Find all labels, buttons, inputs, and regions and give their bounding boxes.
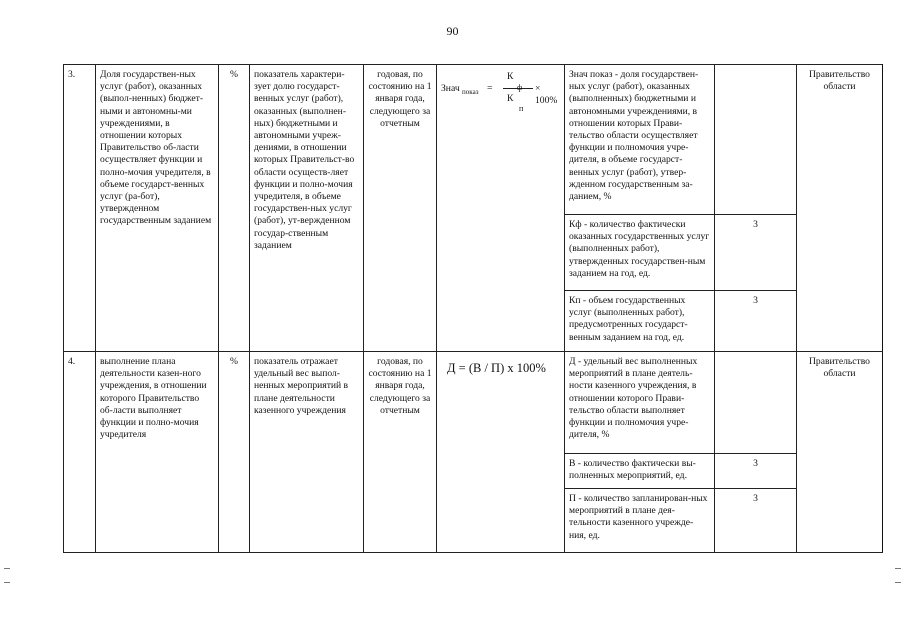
formula-left: Знач $_{показ}$ xyxy=(441,83,479,96)
component-value xyxy=(715,65,797,215)
formula-denominator: К xyxy=(507,93,514,104)
unit-cell: % xyxy=(219,352,250,553)
responsible-body: Правительство области xyxy=(797,352,883,553)
periodicity-cell: годовая, по состоянию на 1 января года, следующего за отчетным xyxy=(364,65,437,352)
component-description: П - количество запланирован-ных мероприятий в плане дея-тельности казенного учрежде-ния, ед. xyxy=(565,489,715,553)
formula: Д = (В / П) х 100% xyxy=(447,361,546,375)
indicator-name: выполнение плана деятельности казен-ного учреждения, в отношении которого Правительство об-ласти выполняет функции и полно-мочия учредителя xyxy=(96,352,219,553)
indicator-description: показатель отражает удельный вес выпол-ненных мероприятий в плане деятельности казенного учреждения xyxy=(250,352,364,553)
table-row xyxy=(64,352,883,454)
periodicity-cell: годовая, по состоянию на 1 января года, следующего за отчетным xyxy=(364,352,437,553)
component-value: 3 xyxy=(715,489,797,553)
component-description: Кп - объем государственных услуг (выполненных работ), предусмотренных государст-венным заданием на год, ед. xyxy=(565,291,715,352)
scan-mark xyxy=(4,568,10,569)
unit-cell: % xyxy=(219,65,250,352)
component-description: Знач показ - доля государствен-ных услуг (работ), оказанных (выполненных) бюджетными и автономными учреждениями, в отношении которых Прави-тельство области осуществляет функции и полномочия учре-дителя, в объеме государст-венных услуг (работ), утвер-жденном государственным за-данием, % xyxy=(565,65,715,215)
formula-denominator-sub: п xyxy=(519,104,524,113)
component-value: 3 xyxy=(715,215,797,291)
formula-cell xyxy=(437,352,565,553)
responsible-body: Правительство области xyxy=(797,65,883,352)
scan-mark xyxy=(4,582,10,583)
indicator-name: Доля государствен-ных услуг (работ), оказанных (выпол-ненных) бюджет-ными и автономны-ми учреждениями, в отношении которых Правительство об-ласти осуществляет функции и полно-мочия учредителя, в объеме государст-венных услуг (ра-бот), утвержденном государственным заданием xyxy=(96,65,219,352)
scan-mark xyxy=(895,582,901,583)
component-description: В - количество фактически вы-полненных мероприятий, ед. xyxy=(565,454,715,489)
row-number: 3. xyxy=(64,65,96,352)
row-number: 4. xyxy=(64,352,96,553)
formula-numerator: К xyxy=(507,71,514,82)
indicator-description: показатель характери-зует долю государст-венных услуг (работ), оказанных (выполнен-ных) бюджетными и автономными учреж-дениями, в отношении которых Правительст-во области осуществ-ляет функции и полно-мочия учредителя, в объеме государствен-ных услуг (работ), ут-вержденном государ-ственным заданием xyxy=(250,65,364,352)
component-description: Кф - количество фактически оказанных государственных услуг (выполненных работ), утвержденных государствен-ным заданием на год, ед. xyxy=(565,215,715,291)
formula-equals: = xyxy=(487,83,493,94)
component-value xyxy=(715,352,797,454)
formula-cell xyxy=(437,65,565,352)
formula-numerator-sub: ф xyxy=(517,83,523,92)
formula-multiplier: × 100% xyxy=(535,83,558,107)
table-row xyxy=(64,65,883,215)
scan-mark xyxy=(895,568,901,569)
component-value: 3 xyxy=(715,291,797,352)
indicator-table xyxy=(63,64,883,553)
formula xyxy=(441,71,561,111)
page-number: 90 xyxy=(446,24,459,38)
component-description: Д - удельный вес выполненных мероприятий в плане деятель-ности казенного учреждения, в отношении которого Прави-тельство области выполняет функции и полномочия учре-дителя, % xyxy=(565,352,715,454)
component-value: 3 xyxy=(715,454,797,489)
